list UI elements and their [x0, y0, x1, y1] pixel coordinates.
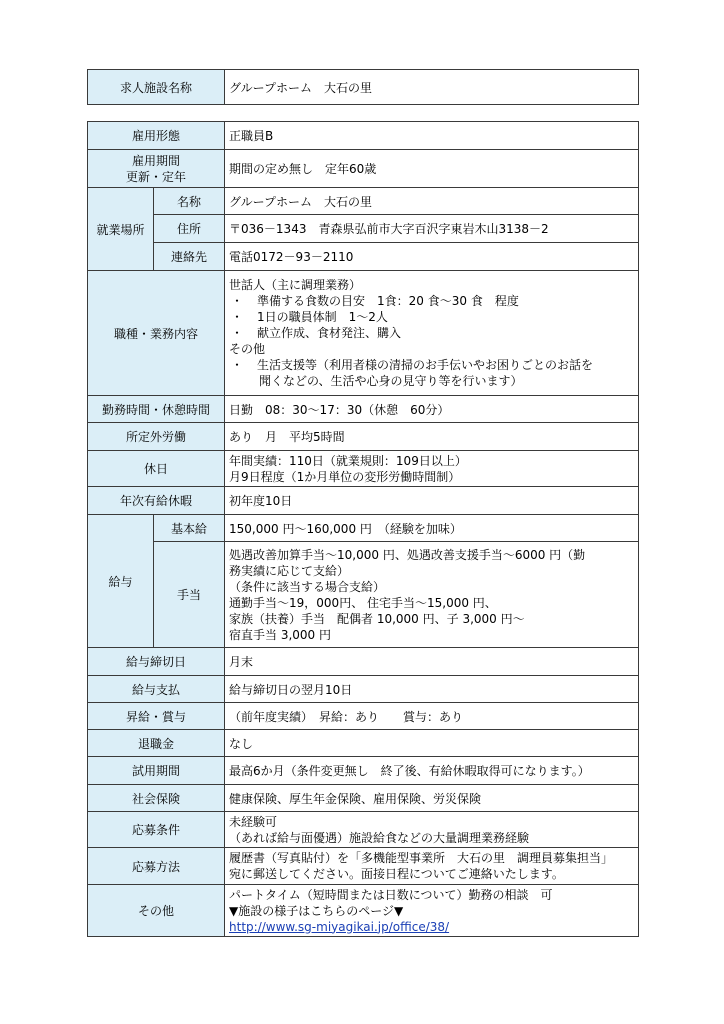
salary-base-value: 150,000 円～160,000 円 （経験を加味）	[225, 515, 639, 542]
holidays-value	[225, 451, 639, 487]
job-content-bullet1-text: 準備する食数の目安 1食：20 食～30 食 程度	[257, 294, 519, 308]
other-line2: ▼施設の様子はこちらのページ▼	[229, 903, 404, 918]
job-content-bullet4-text: 生活支援等（利用者様の清掃のお手伝いやお困りごとのお話を	[257, 358, 594, 372]
allowance-line6: 宿直手当 3,000 円	[229, 627, 331, 642]
paid-leave-row	[88, 487, 639, 515]
pay-cutoff-row	[88, 648, 639, 676]
employment-period-label-line2: 更新・定年	[126, 169, 187, 184]
bullet-mark: ・	[231, 294, 244, 308]
salary-label: 給与	[88, 515, 154, 648]
retirement-value: なし	[225, 730, 639, 757]
pay-cutoff-label: 給与締切日	[88, 648, 225, 676]
working-hours-row	[88, 396, 639, 423]
job-content-bullet1	[229, 293, 634, 309]
conditions-value	[225, 812, 639, 848]
conditions-label: 応募条件	[88, 812, 225, 848]
workplace-contact-label: 連絡先	[154, 243, 225, 271]
salary-base-label: 基本給	[154, 515, 225, 542]
job-content-bullet2-text: 1日の職員体制 1～2人	[257, 310, 388, 324]
trial-value: 最高6か月（条件変更無し 終了後、有給休暇取得可になります。）	[225, 757, 639, 785]
workplace-name-label: 名称	[154, 188, 225, 215]
job-details-table	[87, 121, 639, 937]
job-content-label: 職種・業務内容	[88, 271, 225, 396]
overtime-row	[88, 423, 639, 451]
job-content-bullet3	[229, 325, 634, 341]
facility-name-value: グループホーム 大石の里	[225, 70, 639, 105]
facility-name-label: 求人施設名称	[88, 70, 225, 105]
overtime-value: あり 月 平均5時間	[225, 423, 639, 451]
insurance-row	[88, 785, 639, 812]
method-line1: 履歴書（写真貼付）を「多機能型事業所 大石の里 調理員募集担当」	[229, 851, 614, 865]
working-hours-value: 日勤 08：30～17：30（休憩 60分）	[225, 396, 639, 423]
bullet-mark: ・	[231, 310, 244, 324]
pay-date-value: 給与締切日の翌月10日	[225, 676, 639, 703]
conditions-row	[88, 812, 639, 848]
method-line2: 宛に郵送してください。面接日程についてご連絡いたします。	[229, 867, 564, 881]
job-content-line2: その他	[229, 342, 266, 356]
insurance-value: 健康保険、厚生年金保険、雇用保険、労災保険	[225, 785, 639, 812]
other-label: その他	[88, 885, 225, 937]
facility-page-link[interactable]: http://www.sg-miyagikai.jp/office/38/	[229, 919, 450, 934]
workplace-label: 就業場所	[88, 188, 154, 271]
workplace-name-value: グループホーム 大石の里	[225, 188, 639, 215]
insurance-label: 社会保険	[88, 785, 225, 812]
employment-period-label	[88, 150, 225, 188]
facility-name-table	[87, 69, 639, 105]
job-content-bullet4-cont: 聞くなどの、生活や心身の見守り等を行います）	[259, 374, 523, 388]
employment-period-row	[88, 150, 639, 188]
workplace-address-row	[88, 215, 639, 243]
holidays-row	[88, 451, 639, 487]
retirement-row	[88, 730, 639, 757]
job-content-bullet2	[229, 309, 634, 325]
salary-allowance-value	[225, 542, 639, 648]
raise-bonus-label: 昇給・賞与	[88, 703, 225, 730]
pay-date-label: 給与支払	[88, 676, 225, 703]
overtime-label: 所定外労働	[88, 423, 225, 451]
allowance-line4: 通勤手当～19，000円、 住宅手当～15,000 円、	[229, 595, 497, 610]
raise-bonus-value: （前年度実績） 昇給：あり 賞与：あり	[225, 703, 639, 730]
other-value	[225, 885, 639, 937]
workplace-contact-row	[88, 243, 639, 271]
bullet-mark: ・	[231, 358, 244, 372]
method-row	[88, 848, 639, 885]
bullet-mark: ・	[231, 326, 244, 340]
conditions-line2: （あれば給与面優遇）施設給食などの大量調理業務経験	[229, 830, 530, 845]
salary-base-row	[88, 515, 639, 542]
conditions-line1: 未経験可	[229, 814, 278, 829]
employment-type-label: 雇用形態	[88, 122, 225, 150]
allowance-line3: （条件に該当する場合支給）	[229, 579, 386, 594]
paid-leave-value: 初年度10日	[225, 487, 639, 515]
working-hours-label: 勤務時間・休憩時間	[88, 396, 225, 423]
trial-row	[88, 757, 639, 785]
employment-period-value: 期間の定め無し 定年60歳	[225, 150, 639, 188]
job-content-row	[88, 271, 639, 396]
job-content-value	[225, 271, 639, 396]
holidays-label: 休日	[88, 451, 225, 487]
salary-allowance-label: 手当	[154, 542, 225, 648]
job-content-bullet3-text: 献立作成、食材発注、購入	[257, 326, 402, 340]
workplace-address-label: 住所	[154, 215, 225, 243]
paid-leave-label: 年次有給休暇	[88, 487, 225, 515]
workplace-address-value: 〒036－1343 青森県弘前市大字百沢字東岩木山3138－2	[225, 215, 639, 243]
salary-allowance-row	[88, 542, 639, 648]
allowance-line1: 処遇改善加算手当～10,000 円、処遇改善支援手当～6000 円（勤	[229, 547, 586, 562]
employment-type-value: 正職員B	[225, 122, 639, 150]
method-value	[225, 848, 639, 885]
employment-period-label-line1: 雇用期間	[132, 153, 181, 168]
pay-date-row	[88, 676, 639, 703]
employment-type-row	[88, 122, 639, 150]
workplace-name-row	[88, 188, 639, 215]
raise-bonus-row	[88, 703, 639, 730]
holidays-line2: 月9日程度（1か月単位の変形労働時間制）	[229, 469, 461, 484]
workplace-contact-value: 電話0172－93－2110	[225, 243, 639, 271]
job-content-line1: 世話人（主に調理業務）	[229, 278, 362, 292]
method-label: 応募方法	[88, 848, 225, 885]
other-line1: パートタイム（短時間または日数について）勤務の相談 可	[229, 887, 553, 902]
other-row	[88, 885, 639, 937]
pay-cutoff-value: 月末	[225, 648, 639, 676]
trial-label: 試用期間	[88, 757, 225, 785]
other-link-line	[229, 919, 634, 935]
allowance-line2: 務実績に応じて支給）	[229, 563, 350, 578]
allowance-line5: 家族（扶養）手当 配偶者 10,000 円、子 3,000 円～	[229, 611, 525, 626]
job-content-bullet4	[229, 357, 634, 373]
facility-name-row	[88, 70, 639, 105]
retirement-label: 退職金	[88, 730, 225, 757]
holidays-line1: 年間実績：110日（就業規則：109日以上）	[229, 453, 467, 468]
